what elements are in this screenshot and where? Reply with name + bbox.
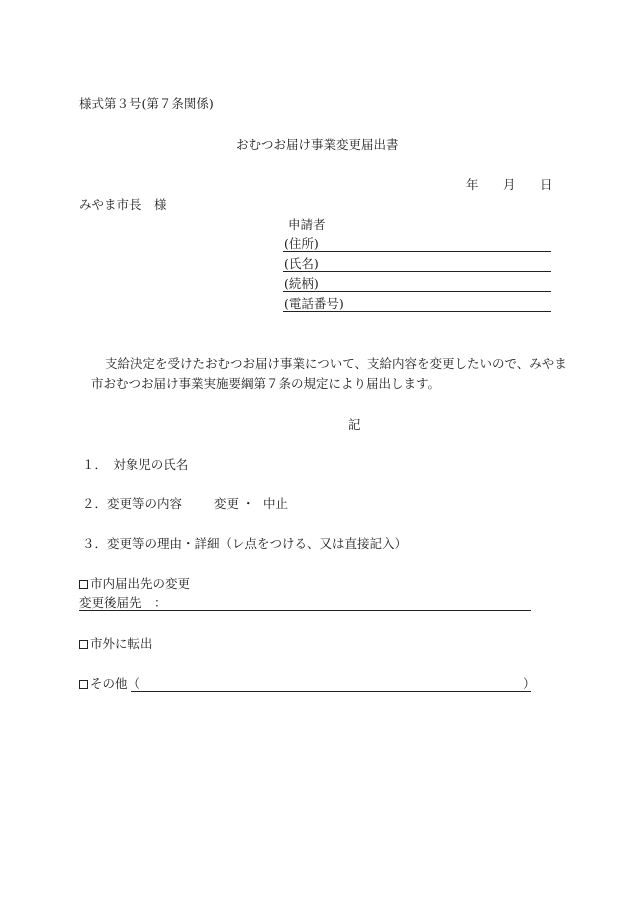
checkbox-move-out[interactable] — [79, 640, 88, 649]
applicant-name-label: (氏名) — [284, 256, 319, 271]
applicant-phone-label: (電話番号) — [284, 296, 344, 311]
option-other-label: その他（ — [90, 676, 141, 691]
document-title: おむつお届け事業変更届出書 — [236, 137, 399, 152]
applicant-address-label: (住所) — [284, 236, 319, 251]
ki-heading: 記 — [348, 417, 361, 432]
applicant-heading: 申請者 — [288, 217, 326, 232]
applicant-relation-line — [283, 291, 551, 292]
applicant-name-line — [283, 271, 551, 272]
other-input-line[interactable] — [131, 691, 531, 692]
option-other-close-paren: ） — [523, 676, 536, 691]
date-day-label: 日 — [540, 177, 553, 192]
option-city-change-label: 市内届出先の変更 — [90, 576, 191, 591]
option-city-change-row — [79, 578, 190, 591]
addressee: みやま市長 様 — [79, 197, 167, 212]
form-number: 様式第３号(第７条関係) — [79, 96, 214, 111]
body-text-line-2: 市おむつお届け事業実施要綱第７条の規定により届出します。 — [91, 376, 441, 391]
item-1-child-name: １． 対象児の氏名 — [82, 457, 189, 472]
checkbox-other[interactable] — [79, 680, 88, 689]
item-3-reason-details: ３．変更等の理由・詳細（レ点をつける、又は直接記入） — [82, 536, 408, 551]
checkbox-city-change[interactable] — [79, 580, 88, 589]
option-new-destination-label: 変更後届先 ： — [79, 595, 167, 610]
new-destination-input-line[interactable] — [79, 610, 531, 611]
date-year-label: 年 — [466, 177, 479, 192]
date-month-label: 月 — [503, 177, 516, 192]
applicant-phone-line — [283, 311, 551, 312]
option-move-out-label: 市外に転出 — [90, 636, 153, 651]
item-2-separator: ・ — [242, 496, 255, 511]
body-text-line-1: 支給決定を受けたおむつお届け事業について、支給内容を変更したいので、みやま — [105, 356, 567, 371]
item-2-change-content: ２．変更等の内容 — [82, 496, 183, 511]
item-2-stop-option: 中止 — [263, 496, 289, 511]
applicant-relation-label: (続柄) — [284, 276, 319, 291]
option-move-out-row — [79, 638, 153, 651]
item-2-change-option: 変更 — [214, 496, 240, 511]
option-other-row — [79, 678, 140, 691]
applicant-address-line — [283, 251, 551, 252]
